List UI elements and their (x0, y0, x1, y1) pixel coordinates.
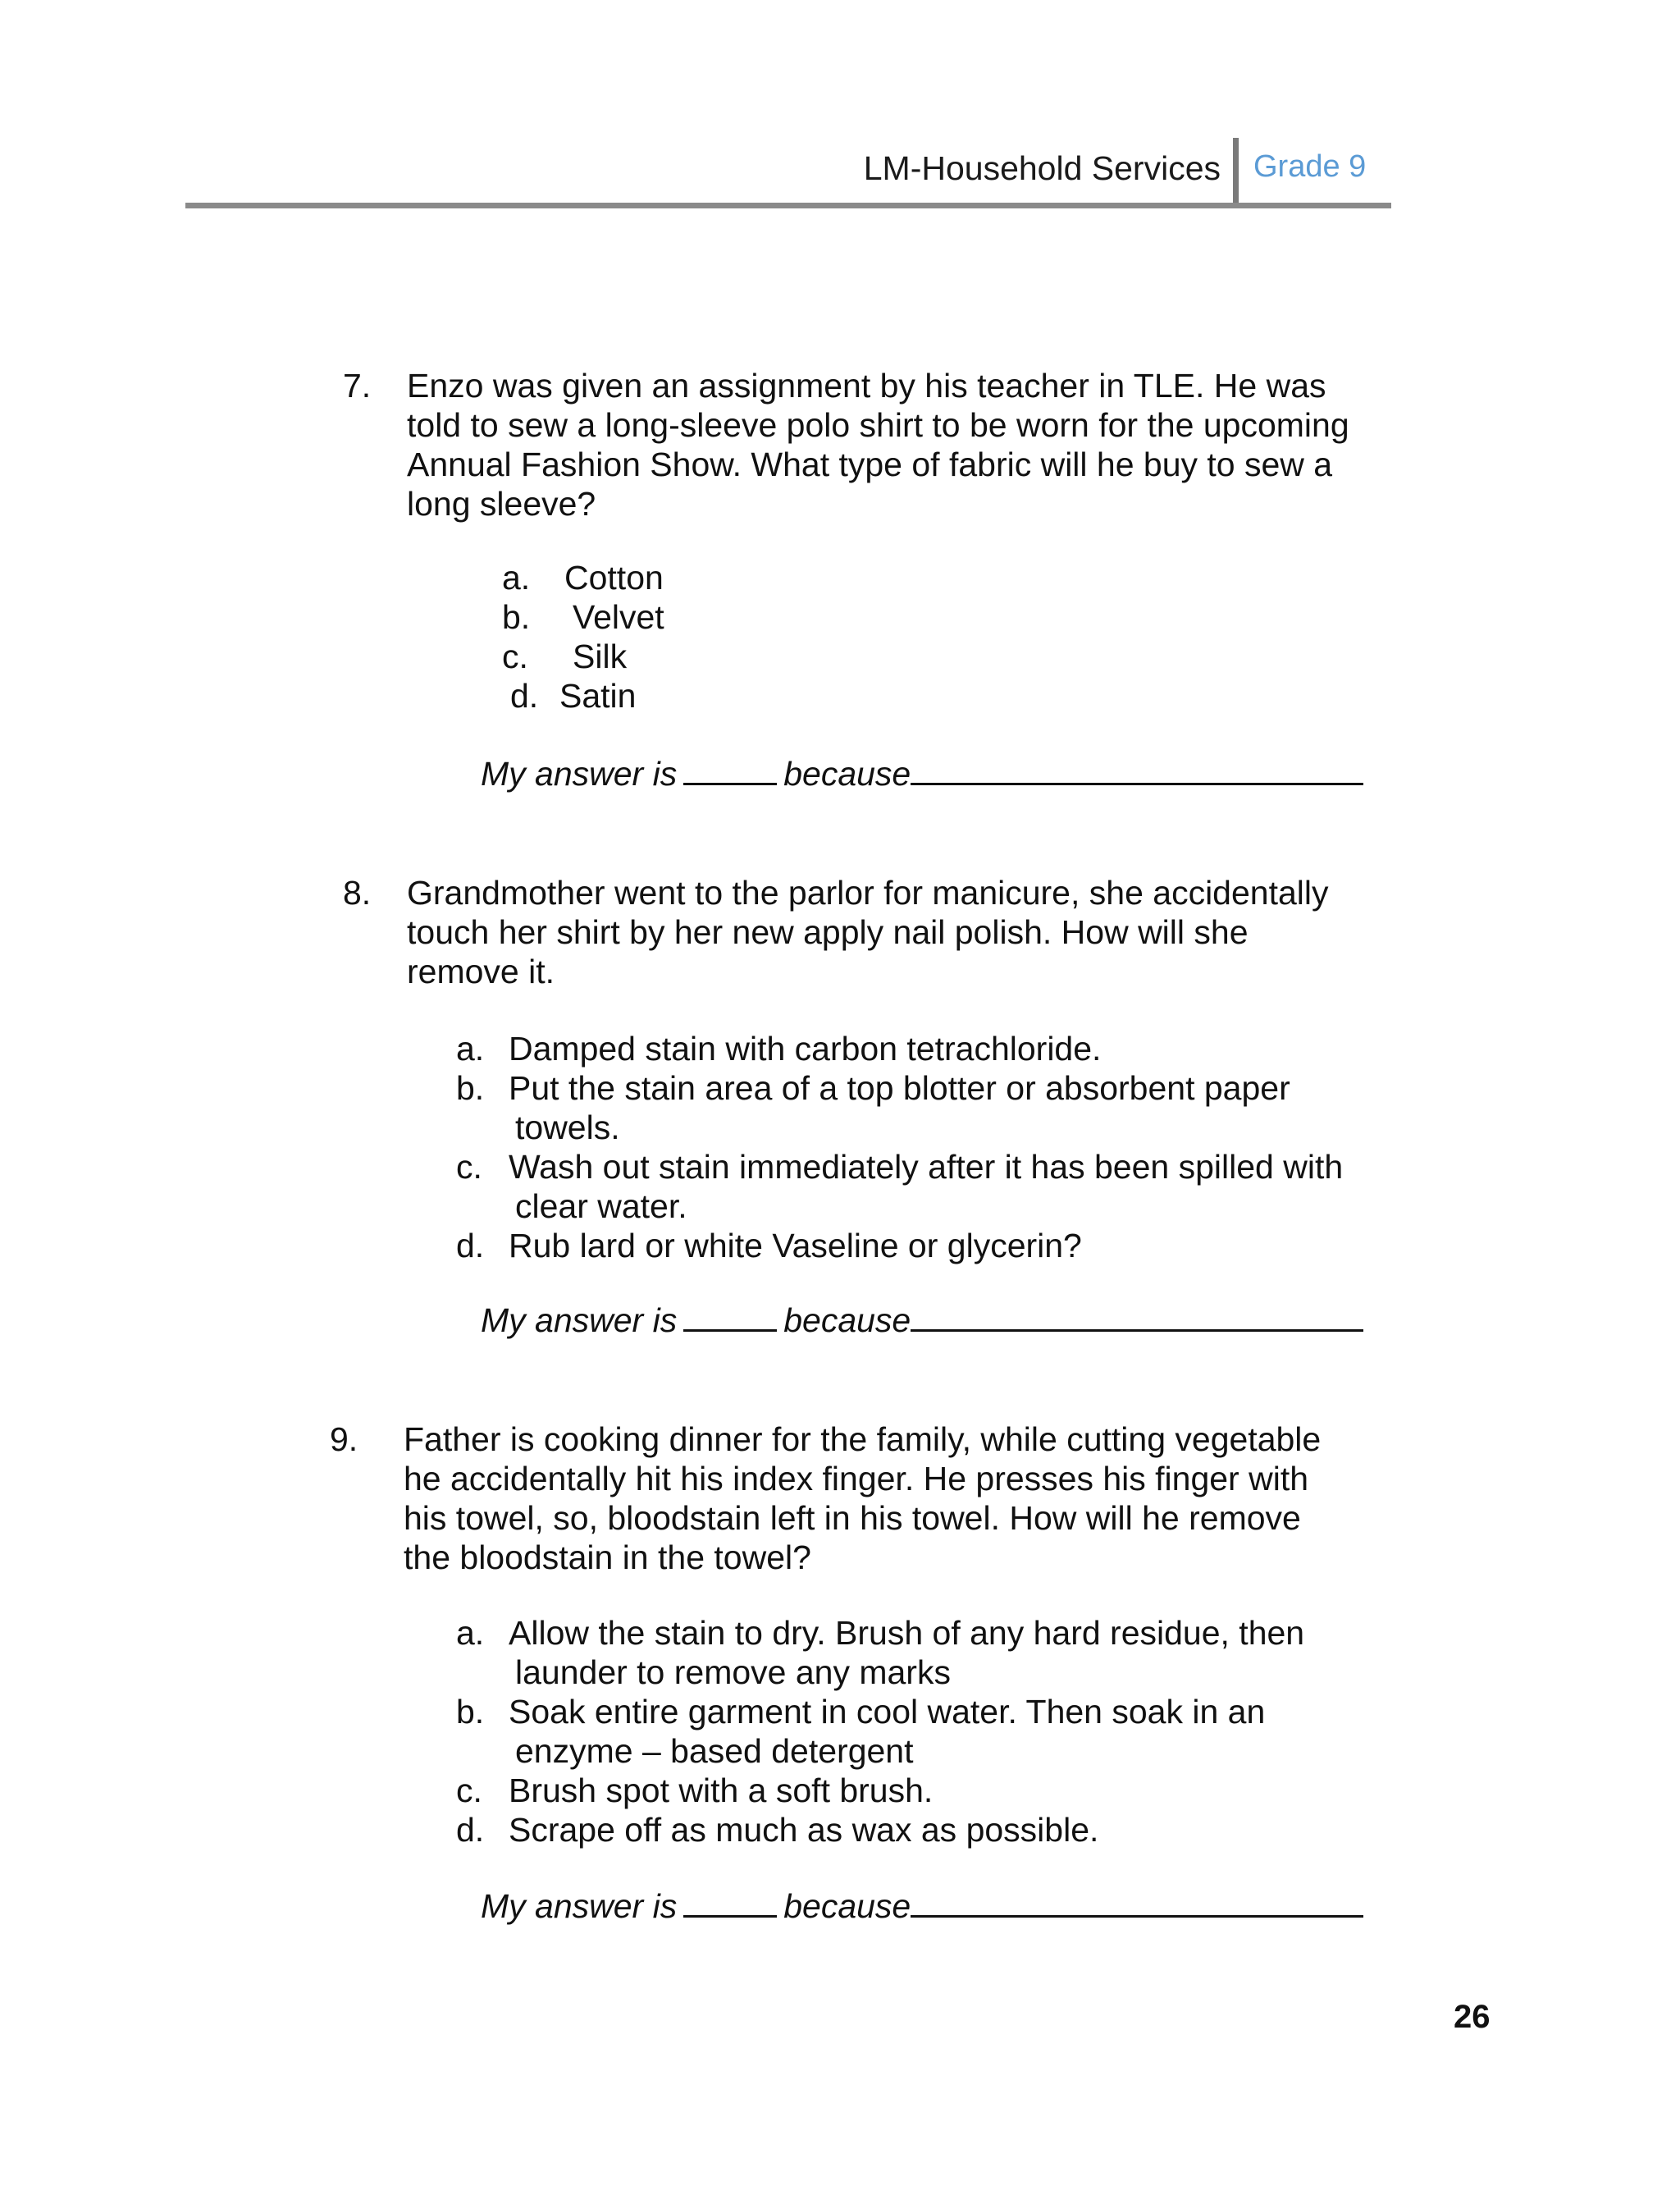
option-c[interactable] (456, 1147, 1391, 1226)
page-header (185, 138, 1391, 208)
option-text: Scrape off as much as wax as possible. (509, 1811, 1099, 1849)
option-d[interactable] (456, 1226, 1391, 1265)
option-c[interactable] (456, 1771, 1391, 1810)
option-text: Wash out stain immediately after it has been spilled with (509, 1148, 1344, 1186)
answer-prefix: My answer is (481, 1887, 678, 1925)
option-letter: a. (456, 1030, 485, 1068)
header-divider (1233, 138, 1239, 203)
option-text: Velvet (573, 598, 664, 636)
header-grade: Grade 9 (1253, 149, 1367, 184)
question-number: 7. (343, 367, 372, 405)
option-d[interactable] (456, 1810, 1391, 1849)
option-letter: c. (502, 638, 528, 675)
option-d[interactable] (502, 676, 830, 716)
answer-blank[interactable] (683, 1886, 777, 1918)
option-a[interactable] (502, 558, 830, 597)
option-text: Satin (559, 677, 637, 715)
option-c[interactable] (502, 637, 830, 676)
question-stem: Grandmother went to the parlor for manicure, she accidentally touch her shirt by her new apply nail polish. How will she remove it. (407, 874, 1329, 990)
option-list (456, 1029, 1391, 1265)
option-text: Rub lard or white Vaseline or glycerin? (509, 1227, 1082, 1264)
option-text: Damped stain with carbon tetrachloride. (509, 1030, 1102, 1068)
question-number: 8. (343, 874, 372, 912)
answer-line (481, 1300, 1363, 1340)
option-text-continued: launder to remove any marks (515, 1653, 951, 1691)
option-letter: b. (502, 598, 531, 636)
question-number: 9. (330, 1420, 358, 1458)
option-letter: c. (456, 1772, 482, 1809)
option-text: Silk (573, 638, 628, 675)
option-b[interactable] (456, 1692, 1391, 1771)
option-list (456, 1613, 1391, 1849)
option-letter: d. (510, 677, 539, 715)
option-text-continued: clear water. (515, 1187, 687, 1225)
answer-line (481, 1886, 1363, 1926)
answer-blank[interactable] (683, 1300, 777, 1332)
answer-because: because (783, 755, 911, 793)
page-number: 26 (1454, 1999, 1491, 2035)
option-text: Brush spot with a soft brush. (509, 1772, 934, 1809)
answer-because: because (783, 1301, 911, 1339)
question-stem: Enzo was given an assignment by his teacher in TLE. He was told to sew a long-sleeve polo shirt to be worn for the upcoming Annual Fashion Show. What type of fabric will he buy to sew a long sleeve? (407, 367, 1349, 523)
option-letter: d. (456, 1811, 485, 1849)
option-b[interactable] (502, 597, 830, 637)
option-list (502, 558, 830, 716)
answer-line (481, 753, 1363, 793)
option-letter: d. (456, 1227, 485, 1264)
question-stem: Father is cooking dinner for the family, while cutting vegetable he accidentally hit his index finger. He presses his finger with his towel, so, bloodstain left in his towel. How will he remove the bloodstain in the towel? (404, 1420, 1322, 1576)
answer-because: because (783, 1887, 911, 1925)
option-text: Allow the stain to dry. Brush of any hard residue, then (509, 1614, 1305, 1652)
option-b[interactable] (456, 1068, 1391, 1147)
header-title: LM-Household Services (863, 149, 1221, 187)
header-rule (185, 203, 1391, 208)
answer-blank[interactable] (683, 753, 777, 785)
option-text-continued: towels. (515, 1109, 620, 1146)
option-a[interactable] (456, 1029, 1391, 1068)
option-text: Cotton (564, 559, 664, 597)
reason-blank[interactable] (911, 753, 1363, 785)
option-text: Soak entire garment in cool water. Then soak in an (509, 1693, 1266, 1731)
reason-blank[interactable] (911, 1886, 1363, 1918)
option-a[interactable] (456, 1613, 1391, 1692)
option-letter: a. (502, 559, 531, 597)
option-letter: c. (456, 1148, 482, 1186)
option-letter: b. (456, 1693, 485, 1731)
reason-blank[interactable] (911, 1300, 1363, 1332)
option-text: Put the stain area of a top blotter or absorbent paper (509, 1069, 1290, 1107)
answer-prefix: My answer is (481, 1301, 678, 1339)
option-letter: b. (456, 1069, 485, 1107)
option-text-continued: enzyme – based detergent (515, 1732, 914, 1770)
option-letter: a. (456, 1614, 485, 1652)
answer-prefix: My answer is (481, 755, 678, 793)
